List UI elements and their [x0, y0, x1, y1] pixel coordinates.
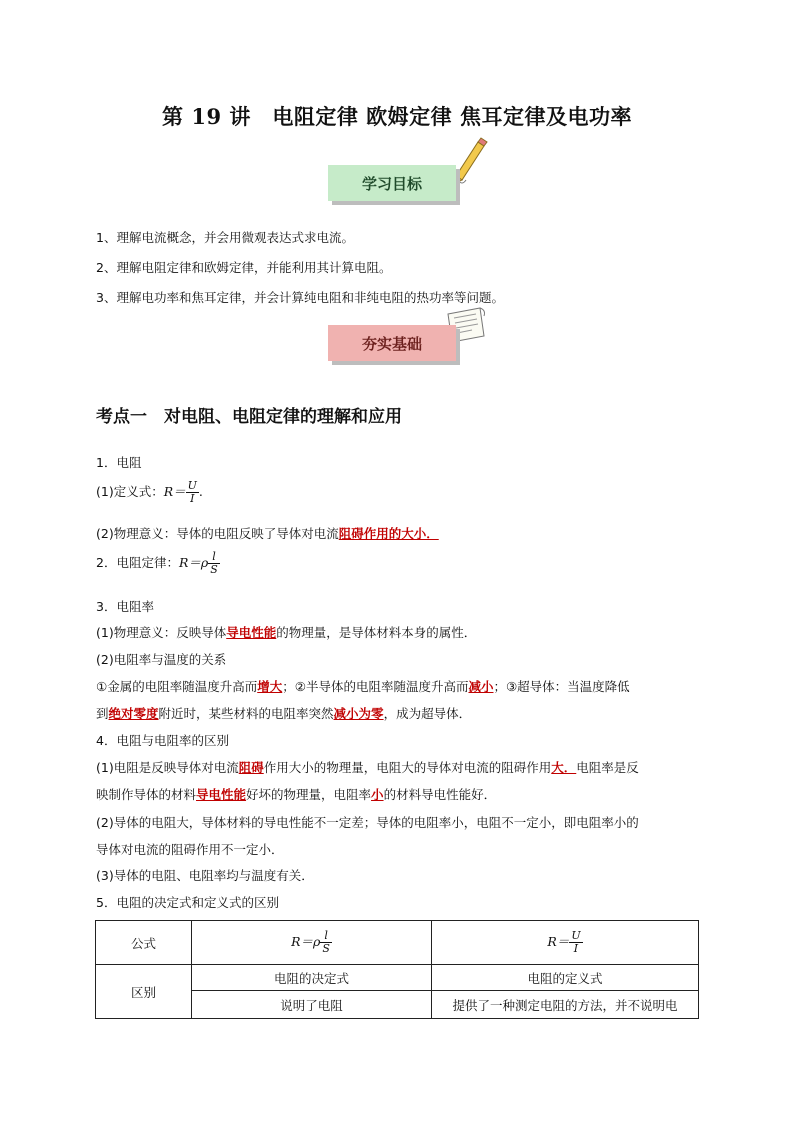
emphasis: 阻碍 [238, 760, 264, 775]
item-3-temperature: (2)电阻率与温度的关系 [96, 652, 227, 667]
emphasis: 导电性能 [196, 787, 247, 802]
law-label: 2．电阻定律： [96, 555, 179, 570]
emphasis: 减小为零 [333, 706, 384, 721]
item-4-line-5: (3)导体的电阻、电阻率均与温度有关． [96, 868, 314, 883]
text: ；③超导体：当温度降低 [493, 679, 630, 694]
meaning-emphasis: 阻碍作用的大小． [338, 526, 439, 541]
text: 的材料导电性能好． [383, 787, 497, 802]
basics-banner: 夯实基础 [328, 325, 456, 361]
item-4-line-1 [96, 758, 639, 776]
emphasis: 小 [371, 787, 384, 802]
numerator-l: l [320, 930, 332, 943]
item-1-definition [96, 480, 203, 505]
page-title: 第 19 讲 电阻定律 欧姆定律 焦耳定律及电功率 [162, 104, 632, 129]
item-1-meaning [96, 524, 439, 542]
text: ；②半导体的电阻率随温度升高而 [282, 679, 469, 694]
decision-note: 说明了电阻 [192, 991, 432, 1019]
meaning-text: (2)物理意义：导体的电阻反映了导体对电流 [96, 526, 339, 541]
item-4-line-2 [96, 785, 496, 803]
text: (1)电阻是反映导体对电流 [96, 760, 239, 775]
emphasis: 大． [551, 760, 577, 775]
comparison-table [95, 920, 699, 1019]
numerator-u: U [571, 929, 581, 942]
text: (1)物理意义：反映导体 [96, 625, 227, 640]
emphasis: 增大 [257, 679, 283, 694]
item-3-meaning [96, 623, 476, 641]
emphasis: 导电性能 [226, 625, 277, 640]
decision-formula-label: 电阻的决定式 [192, 965, 432, 991]
formula-l-over-s [320, 930, 332, 955]
difference-header: 区别 [96, 965, 192, 1019]
formula-definition [432, 921, 699, 965]
definition-formula-label: 电阻的定义式 [432, 965, 699, 991]
item-1-resistance: 1．电阻 [96, 455, 142, 470]
numerator-l: l [208, 551, 220, 564]
formula-u-over-i [186, 480, 199, 505]
numerator-u: U [187, 479, 197, 492]
text: 好坏的物理量，电阻率 [246, 787, 372, 802]
text: 电阻率是反 [576, 760, 639, 775]
goal-3: 3、理解电功率和焦耳定律，并会计算纯电阻和非纯电阻的热功率等问题。 [96, 290, 504, 305]
text: ①金属的电阻率随温度升高而 [96, 679, 258, 694]
definition-label: (1)定义式： [96, 484, 164, 499]
goal-1: 1、理解电流概念，并会用微观表达式求电流。 [96, 230, 354, 245]
emphasis: 减小 [468, 679, 494, 694]
item-4-line-3: (2)导体的电阻大，导体材料的导电性能不一定差；导体的电阻率小，电阻不一定小，即电阻率小的 [96, 815, 639, 830]
formula-header: 公式 [96, 921, 192, 965]
r-equals: R＝ [163, 484, 186, 499]
formula-l-over-s [208, 551, 220, 576]
section-heading: 考点一 对电阻、电阻定律的理解和应用 [96, 407, 402, 427]
formula-decision [192, 921, 432, 965]
text: 的物理量，是导体材料本身的属性． [276, 625, 477, 640]
period: . [198, 484, 203, 499]
item-2-resistance-law [96, 551, 220, 576]
text: ，成为超导体． [383, 706, 472, 721]
item-3-superconductor [96, 704, 471, 722]
goals-banner: 学习目标 [328, 165, 456, 201]
item-4-difference: 4．电阻与电阻率的区别 [96, 733, 229, 748]
item-3-metals [96, 677, 630, 695]
table-row [96, 921, 699, 965]
goal-2: 2、理解电阻定律和欧姆定律，并能利用其计算电阻。 [96, 260, 392, 275]
denominator-s: S [322, 942, 330, 955]
text: 映制作导体的材料 [96, 787, 197, 802]
text: 到 [96, 706, 109, 721]
table-row [96, 965, 699, 991]
denominator-i: I [573, 942, 579, 955]
text: 附近时，某些材料的电阻率突然 [158, 706, 334, 721]
definition-note: 提供了一种测定电阻的方法，并不说明电 [432, 991, 699, 1019]
emphasis: 绝对零度 [108, 706, 159, 721]
formula-u-over-i [569, 930, 582, 955]
r-equals: R＝ [547, 934, 570, 949]
item-4-line-4: 导体对电流的阻碍作用不一定小． [96, 842, 284, 857]
r-equals-rho: R＝ρ [291, 934, 321, 949]
text: 作用大小的物理量，电阻大的导体对电流的阻碍作用 [263, 760, 552, 775]
denominator-s: S [210, 563, 218, 576]
item-5-heading: 5．电阻的决定式和定义式的区别 [96, 895, 279, 910]
r-equals-rho: R＝ρ [178, 555, 209, 570]
denominator-i: I [190, 492, 195, 505]
item-3-resistivity: 3．电阻率 [96, 599, 154, 614]
